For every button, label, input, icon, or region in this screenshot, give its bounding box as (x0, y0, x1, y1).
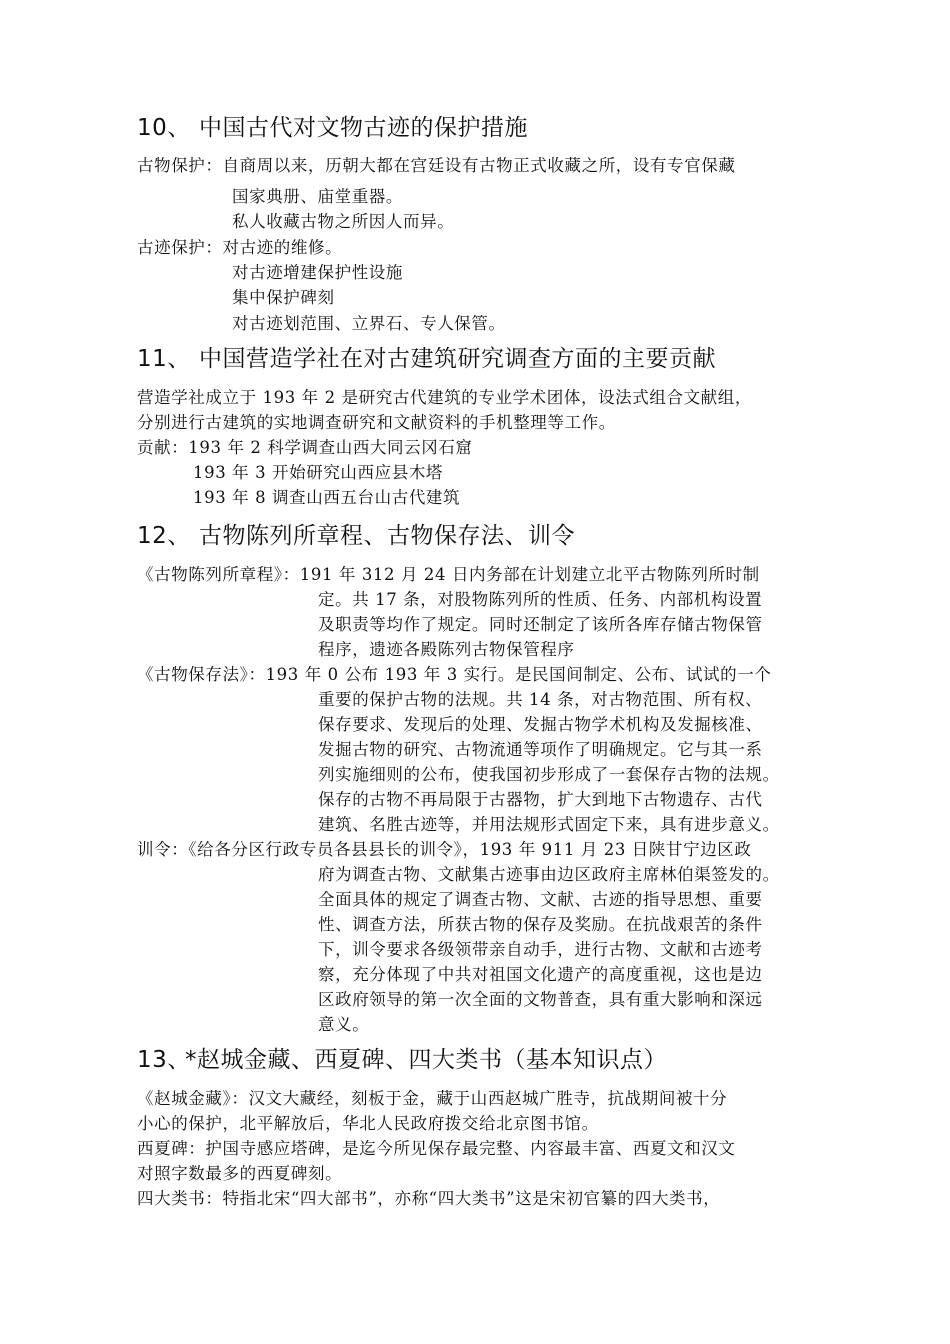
text-line: 西夏碑：护国寺感应塔碑，是迄今所见保存最完整、内容最丰富、西夏文和汉文 (137, 1139, 736, 1158)
text-line: 程序，遗迹各殿陈列古物保管程序 (318, 640, 575, 659)
text-line: 集中保护碑刻 (232, 288, 335, 307)
text-line: 意义。 (318, 1015, 370, 1034)
text-line: 发掘古物的研究、古物流通等项作了明确规定。它与其一系 (318, 740, 763, 759)
text-line: 营造学社成立于 193 年 2 是研究古代建筑的专业学术团体，设法式组合文献组， (137, 388, 752, 407)
section-13-heading (137, 1045, 667, 1075)
section-title: 中国营造学社在对古建筑研究调查方面的主要贡献 (199, 346, 716, 372)
section-12-heading (137, 521, 575, 551)
text-line: 私人收藏古物之所因人而异。 (232, 212, 455, 231)
section-11-heading (137, 344, 716, 374)
text-line: 国家典册、庙堂重器。 (232, 187, 403, 206)
text-line: 《赵城金藏》：汉文大藏经，刻板于金，藏于山西赵城广胜寺，抗战期间被十分 (137, 1089, 728, 1108)
section-title: 中国古代对文物古迹的保护措施 (199, 115, 528, 141)
text-line: 训令：《给各分区行政专员各县县长的训令》，193 年 911 月 23 日陕甘宁边区政 (137, 840, 752, 859)
section-number: 12、 (137, 523, 191, 549)
text-line: 及职责等均作了规定。同时还制定了该所各库存储古物保管 (318, 615, 763, 634)
text-line: 下，训令要求各级领带亲自动手，进行古物、文献和古迹考 (318, 940, 763, 959)
text-line: 性、调查方法，所获古物的保存及奖励。在抗战艰苦的条件 (318, 915, 763, 934)
text-line: 保存的古物不再局限于古器物，扩大到地下古物遗存、古代 (318, 790, 763, 809)
text-line: 对照字数最多的西夏碑刻。 (137, 1164, 343, 1183)
text-line: 重要的保护古物的法规。共 14 条，对古物范围、所有权、 (318, 690, 763, 709)
text-line: 全面具体的规定了调查古物、文献、古迹的指导思想、重要 (318, 890, 763, 909)
text-line: 贡献：193 年 2 科学调查山西大同云冈石窟 (137, 438, 473, 457)
text-line: 列实施细则的公布，使我国初步形成了一套保存古物的法规。 (318, 765, 780, 784)
text-line: 府为调查古物、文献集古迹事由边区政府主席林伯渠签发的。 (318, 865, 780, 884)
text-line: 察，充分体现了中共对祖国文化遗产的高度重视，这也是边 (318, 965, 763, 984)
text-line: 古物保护：自商周以来，历朝大都在宫廷设有古物正式收藏之所，设有专官保藏 (137, 156, 736, 175)
text-line: 建筑、名胜古迹等，并用法规形式固定下来，具有进步意义。 (318, 815, 780, 834)
text-line: 193 年 8 调查山西五台山古代建筑 (193, 488, 461, 507)
section-10-heading (137, 113, 528, 143)
section-number: 10、 (137, 115, 191, 141)
section-number: 13、 (137, 1047, 191, 1073)
text-line: 《古物陈列所章程》：191 年 312 月 24 日内务部在计划建立北平古物陈列所时制 (137, 565, 760, 584)
text-line: 193 年 3 开始研究山西应县木塔 (193, 463, 444, 482)
text-line: 保存要求、发现后的处理、发掘古物学术机构及发掘核准、 (318, 715, 763, 734)
text-line: 区政府领导的第一次全面的文物普查，具有重大影响和深远 (318, 990, 763, 1009)
text-line: 定。共 17 条，对股物陈列所的性质、任务、内部机构设置 (318, 590, 763, 609)
text-line: 分别进行古建筑的实地调查研究和文献资料的手机整理等工作。 (137, 413, 616, 432)
text-line: 古迹保护：对古迹的维修。 (137, 238, 343, 257)
text-line: 《古物保存法》：193 年 0 公布 193 年 3 实行。是民国间制定、公布、试试的一个 (137, 665, 772, 684)
section-number: 11、 (137, 346, 191, 372)
text-line: 对古迹增建保护性设施 (232, 263, 403, 282)
text-line: 四大类书：特指北宋“四大部书”，亦称“四大类书”这是宋初官纂的四大类书， (137, 1189, 721, 1208)
section-title: *赵城金藏、西夏碑、四大类书（基本知识点） (185, 1047, 667, 1073)
section-title: 古物陈列所章程、古物保存法、训令 (199, 523, 575, 549)
text-line: 对古迹划范围、立界石、专人保管。 (232, 314, 506, 333)
text-line: 小心的保护，北平解放后，华北人民政府拨交给北京图书馆。 (137, 1114, 599, 1133)
